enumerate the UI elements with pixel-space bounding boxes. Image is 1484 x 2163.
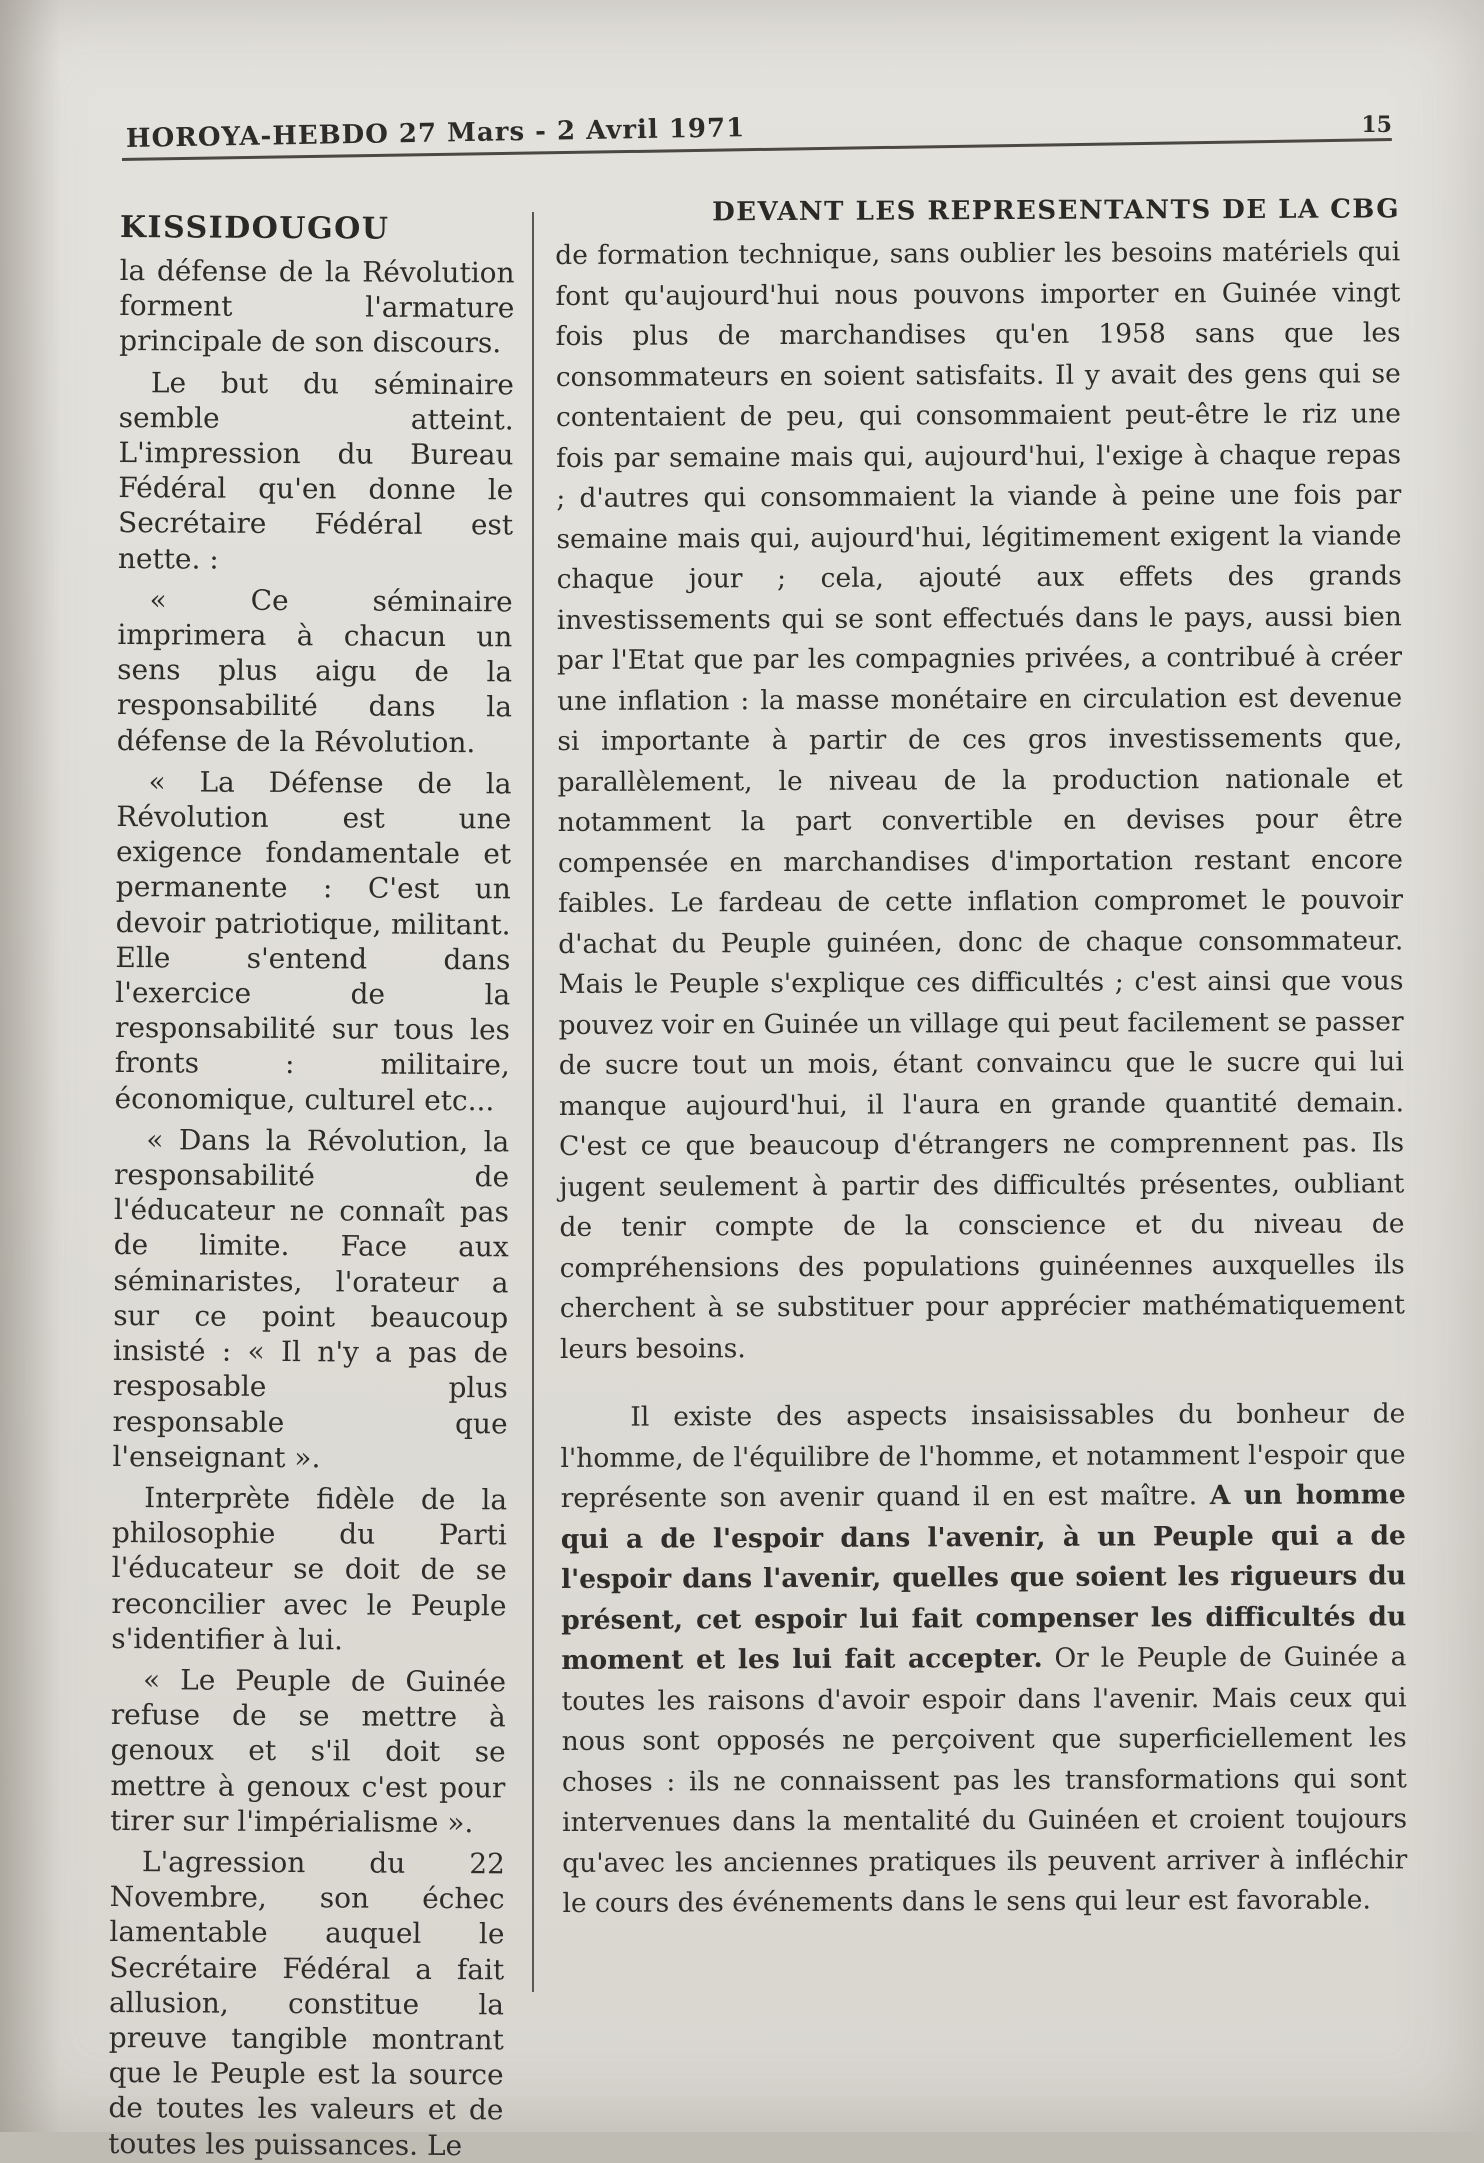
page-shadow bbox=[0, 0, 60, 2132]
column-divider bbox=[532, 212, 534, 1992]
left-paragraph: « Dans la Révolution, la responsabilité de l'éducateur ne connaît pas de limite. Face aux séminaristes, l'orateur a sur ce point beaucoup insisté : « Il n'y a pas de resposable plus responsable que l'enseignant ». bbox=[112, 1123, 510, 1474]
left-paragraph: L'agression du 22 Novembre, son échec lamentable auquel le Secrétaire Fédéral a fait allusion, constitue la preuve tangible montrant que le Peuple est la source de toutes les valeurs et de toutes les puissances. Le bbox=[108, 1845, 506, 2162]
left-paragraph: « Ce séminaire imprimera à chacun un sens plus aigu de la responsabilité dans la défense de la Révolution. bbox=[116, 583, 513, 759]
paragraph-2-start: Il existe des aspects insaisissables du bonheur de l'homme, de l'équilibre de l'homme, et notamment l'espoir que représente son avenir quand il en est maître. bbox=[560, 1398, 1406, 1514]
page-number: 15 bbox=[1361, 112, 1392, 138]
left-column bbox=[108, 210, 515, 2162]
left-paragraph: « Le Peuple de Guinée refuse de se mettre à genoux et s'il doit se mettre à genoux c'est pour tirer sur l'impérialisme ». bbox=[110, 1663, 507, 1839]
paragraph-2-bold: A un homme qui a de l'espoir dans l'avenir, à un Peuple qui a de l'espoir dans l'avenir, quelles que soient les rigueurs du présent, cet espoir lui fait compenser les difficultés du moment et les lui fait accepter. bbox=[560, 1479, 1407, 1676]
left-paragraph: Le but du séminaire semble atteint. L'impression du Bureau Fédéral qu'en donne le Secrétaire Fédéral est nette. : bbox=[117, 365, 515, 576]
right-section-title: DEVANT LES REPRESENTANTS DE LA CBG bbox=[712, 194, 1401, 228]
left-section-title: KISSIDOUGOU bbox=[119, 210, 390, 247]
masthead: HOROYA-HEBDO 27 Mars - 2 Avril 1971 bbox=[125, 113, 746, 154]
left-paragraph: « La Défense de la Révolution est une exigence fondamentale et permanente : C'est un devoir patriotique, militant. Elle s'entend dans l'exercice de la responsabilité sur tous les fronts : militaire, économique, culturel etc... bbox=[114, 765, 512, 1117]
right-column bbox=[555, 194, 1408, 2028]
right-paragraph-1: de formation technique, sans oublier les besoins matériels qui font qu'aujourd'hui nous pouvons importer en Guinée vingt fois plus de marchandises qu'en 1958 sans que les consommateurs en soient satisfaits. Il y avait des gens qui se contentaient de peu, qui consommaient peut-être le riz une fois par semaine mais qui, aujourd'hui, l'exige à chaque repas ; d'autres qui consommaient la viande à peine une fois par semaine mais qui, aujourd'hui, légitimement exigent la viande chaque jour ; cela, ajouté aux effets des grands investissements qui se sont effectués dans le pays, aussi bien par l'Etat que par les compagnies privées, a contribué à créer une inflation : la masse monétaire en circulation est devenue si importante à partir de ces gros investissements que, parallèlement, le niveau de la production nationale et notamment la part convertible en devises pour être compensée en marchandises d'importation restant encore faibles. Le fardeau de cette inflation compromet le pouvoir d'achat du Peuple guinéen, donc de chaque consommateur. Mais le Peuple s'explique ces difficultés ; c'est ainsi que vous pouvez voir en Guinée un village qui peut facilement se passer de sucre tout un mois, étant convaincu que le sucre qui lui manque aujourd'hui, il l'aura en grande quantité demain. C'est ce que beaucoup d'étrangers ne comprennent pas. Ils jugent seulement à partir des difficultés présentes, oubliant de tenir compte de la conscience et du niveau de compréhensions des populations guinéennes auxquelles ils cherchent à se substituer pour apprécier mathématiquement leurs besoins. bbox=[555, 236, 1405, 1365]
paragraph-2-end: Or le Peuple de Guinée a toutes les raisons d'avoir espoir dans l'avenir. Mais ceux qui nous sont opposés ne perçoivent que superficiellement les choses : ils ne connaissent pas les transformations qui sont intervenues dans la mentalité du Guinéen et croient toujours qu'avec les anciennes pratiques ils peuvent arriver à infléchir le cours des événements dans le sens qui leur est favorable. bbox=[561, 1641, 1408, 1919]
right-paragraph-2 bbox=[560, 1394, 1407, 1924]
left-paragraph: Interprète fidèle de la philosophie du Parti l'éducateur se doit de se reconcilier avec le Peuple s'identifier à lui. bbox=[111, 1481, 508, 1657]
left-paragraph: la défense de la Révolution forment l'armature principale de son discours. bbox=[119, 253, 515, 360]
